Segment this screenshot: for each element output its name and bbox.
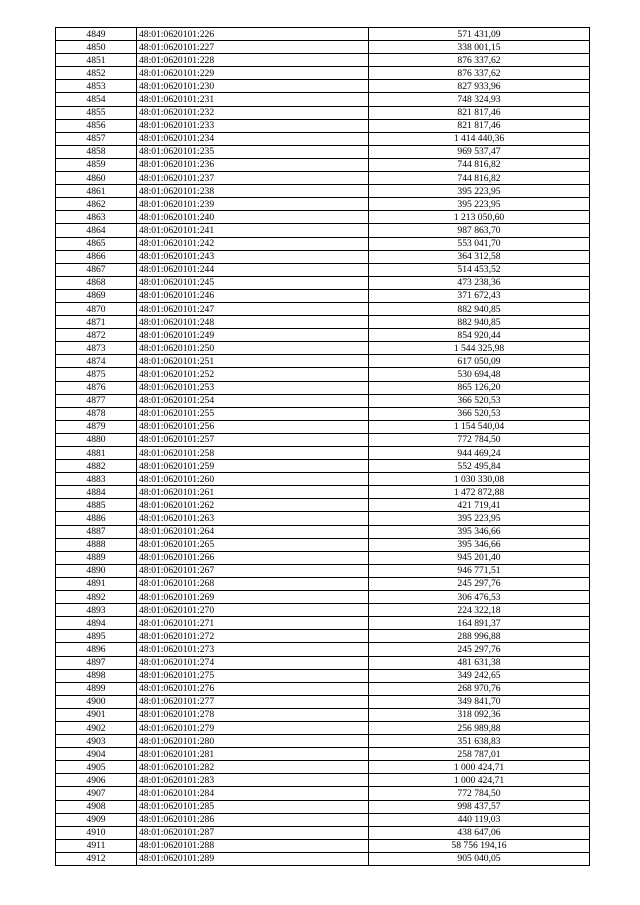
table-row xyxy=(56,93,590,106)
cadastral-number-cell: 48:01:0620101:252 xyxy=(137,368,369,381)
cadastral-value-cell: 473 238,36 xyxy=(369,276,590,289)
cadastral-number-cell: 48:01:0620101:261 xyxy=(137,486,369,499)
row-number-cell: 4879 xyxy=(56,420,137,433)
table-row xyxy=(56,355,590,368)
row-number-cell: 4861 xyxy=(56,185,137,198)
cadastral-number-cell: 48:01:0620101:275 xyxy=(137,669,369,682)
cadastral-value-cell: 987 863,70 xyxy=(369,224,590,237)
cadastral-number-cell: 48:01:0620101:262 xyxy=(137,499,369,512)
row-number-cell: 4883 xyxy=(56,473,137,486)
cadastral-number-cell: 48:01:0620101:251 xyxy=(137,355,369,368)
cadastral-number-cell: 48:01:0620101:281 xyxy=(137,748,369,761)
cadastral-value-cell: 946 771,51 xyxy=(369,564,590,577)
row-number-cell: 4893 xyxy=(56,604,137,617)
cadastral-value-cell: 744 816,82 xyxy=(369,172,590,185)
table-row xyxy=(56,839,590,852)
row-number-cell: 4899 xyxy=(56,682,137,695)
row-number-cell: 4909 xyxy=(56,813,137,826)
cadastral-number-cell: 48:01:0620101:240 xyxy=(137,211,369,224)
cadastral-number-cell: 48:01:0620101:238 xyxy=(137,185,369,198)
cadastral-value-cell: 882 940,85 xyxy=(369,302,590,315)
table-row xyxy=(56,250,590,263)
cadastral-value-cell: 318 092,36 xyxy=(369,708,590,721)
cadastral-number-cell: 48:01:0620101:279 xyxy=(137,721,369,734)
cadastral-value-table xyxy=(55,27,590,866)
row-number-cell: 4903 xyxy=(56,735,137,748)
row-number-cell: 4850 xyxy=(56,41,137,54)
cadastral-value-cell: 245 297,76 xyxy=(369,577,590,590)
table-row xyxy=(56,669,590,682)
cadastral-value-cell: 164 891,37 xyxy=(369,617,590,630)
row-number-cell: 4904 xyxy=(56,748,137,761)
cadastral-number-cell: 48:01:0620101:263 xyxy=(137,512,369,525)
cadastral-value-cell: 421 719,41 xyxy=(369,499,590,512)
row-number-cell: 4890 xyxy=(56,564,137,577)
cadastral-value-cell: 438 647,06 xyxy=(369,826,590,839)
table-row xyxy=(56,119,590,132)
row-number-cell: 4906 xyxy=(56,774,137,787)
row-number-cell: 4894 xyxy=(56,617,137,630)
cadastral-number-cell: 48:01:0620101:246 xyxy=(137,289,369,302)
cadastral-value-cell: 876 337,62 xyxy=(369,67,590,80)
table-row xyxy=(56,564,590,577)
table-row xyxy=(56,394,590,407)
row-number-cell: 4870 xyxy=(56,302,137,315)
table-row xyxy=(56,276,590,289)
cadastral-number-cell: 48:01:0620101:253 xyxy=(137,381,369,394)
table-row xyxy=(56,460,590,473)
row-number-cell: 4860 xyxy=(56,172,137,185)
row-number-cell: 4901 xyxy=(56,708,137,721)
table-row xyxy=(56,198,590,211)
table-row xyxy=(56,329,590,342)
cadastral-value-cell: 268 970,76 xyxy=(369,682,590,695)
cadastral-value-cell: 571 431,09 xyxy=(369,28,590,41)
table-row xyxy=(56,289,590,302)
row-number-cell: 4877 xyxy=(56,394,137,407)
cadastral-number-cell: 48:01:0620101:280 xyxy=(137,735,369,748)
row-number-cell: 4855 xyxy=(56,106,137,119)
cadastral-value-cell: 245 297,76 xyxy=(369,643,590,656)
cadastral-number-cell: 48:01:0620101:264 xyxy=(137,525,369,538)
row-number-cell: 4888 xyxy=(56,538,137,551)
cadastral-value-cell: 865 126,20 xyxy=(369,381,590,394)
cadastral-value-cell: 905 040,05 xyxy=(369,852,590,865)
cadastral-number-cell: 48:01:0620101:259 xyxy=(137,460,369,473)
cadastral-number-cell: 48:01:0620101:266 xyxy=(137,551,369,564)
cadastral-number-cell: 48:01:0620101:250 xyxy=(137,342,369,355)
cadastral-value-cell: 395 346,66 xyxy=(369,525,590,538)
cadastral-value-cell: 1 000 424,71 xyxy=(369,761,590,774)
row-number-cell: 4869 xyxy=(56,289,137,302)
row-number-cell: 4856 xyxy=(56,119,137,132)
row-number-cell: 4866 xyxy=(56,250,137,263)
cadastral-value-cell: 748 324,93 xyxy=(369,93,590,106)
table-row xyxy=(56,826,590,839)
table-row xyxy=(56,237,590,250)
cadastral-number-cell: 48:01:0620101:227 xyxy=(137,41,369,54)
table-row xyxy=(56,512,590,525)
cadastral-value-cell: 366 520,53 xyxy=(369,407,590,420)
cadastral-number-cell: 48:01:0620101:270 xyxy=(137,604,369,617)
row-number-cell: 4859 xyxy=(56,158,137,171)
table-row xyxy=(56,748,590,761)
cadastral-value-cell: 744 816,82 xyxy=(369,158,590,171)
cadastral-number-cell: 48:01:0620101:274 xyxy=(137,656,369,669)
table-row xyxy=(56,721,590,734)
cadastral-number-cell: 48:01:0620101:226 xyxy=(137,28,369,41)
row-number-cell: 4898 xyxy=(56,669,137,682)
cadastral-value-cell: 1 472 872,88 xyxy=(369,486,590,499)
cadastral-number-cell: 48:01:0620101:249 xyxy=(137,329,369,342)
cadastral-value-cell: 1 000 424,71 xyxy=(369,774,590,787)
row-number-cell: 4849 xyxy=(56,28,137,41)
cadastral-number-cell: 48:01:0620101:256 xyxy=(137,420,369,433)
row-number-cell: 4885 xyxy=(56,499,137,512)
cadastral-number-cell: 48:01:0620101:271 xyxy=(137,617,369,630)
row-number-cell: 4857 xyxy=(56,132,137,145)
cadastral-number-cell: 48:01:0620101:285 xyxy=(137,800,369,813)
cadastral-number-cell: 48:01:0620101:236 xyxy=(137,158,369,171)
row-number-cell: 4889 xyxy=(56,551,137,564)
cadastral-value-cell: 514 453,52 xyxy=(369,263,590,276)
cadastral-number-cell: 48:01:0620101:286 xyxy=(137,813,369,826)
table-row xyxy=(56,67,590,80)
table-row xyxy=(56,604,590,617)
cadastral-value-cell: 821 817,46 xyxy=(369,119,590,132)
table-row xyxy=(56,499,590,512)
table-row xyxy=(56,28,590,41)
table-row xyxy=(56,643,590,656)
cadastral-number-cell: 48:01:0620101:288 xyxy=(137,839,369,852)
table-row xyxy=(56,852,590,865)
table-row xyxy=(56,695,590,708)
row-number-cell: 4862 xyxy=(56,198,137,211)
cadastral-value-cell: 530 694,48 xyxy=(369,368,590,381)
table-row xyxy=(56,473,590,486)
table-row xyxy=(56,407,590,420)
cadastral-value-cell: 1 414 440,36 xyxy=(369,132,590,145)
table-row xyxy=(56,368,590,381)
row-number-cell: 4876 xyxy=(56,381,137,394)
cadastral-number-cell: 48:01:0620101:268 xyxy=(137,577,369,590)
cadastral-value-cell: 395 346,66 xyxy=(369,538,590,551)
table-row xyxy=(56,302,590,315)
cadastral-value-cell: 224 322,18 xyxy=(369,604,590,617)
cadastral-number-cell: 48:01:0620101:242 xyxy=(137,237,369,250)
cadastral-value-cell: 306 476,53 xyxy=(369,591,590,604)
cadastral-number-cell: 48:01:0620101:287 xyxy=(137,826,369,839)
table-row xyxy=(56,525,590,538)
cadastral-number-cell: 48:01:0620101:276 xyxy=(137,682,369,695)
cadastral-number-cell: 48:01:0620101:277 xyxy=(137,695,369,708)
row-number-cell: 4880 xyxy=(56,433,137,446)
cadastral-value-cell: 58 756 194,16 xyxy=(369,839,590,852)
table-row xyxy=(56,538,590,551)
cadastral-number-cell: 48:01:0620101:245 xyxy=(137,276,369,289)
cadastral-value-cell: 1 030 330,08 xyxy=(369,473,590,486)
cadastral-value-cell: 349 841,70 xyxy=(369,695,590,708)
row-number-cell: 4892 xyxy=(56,591,137,604)
cadastral-number-cell: 48:01:0620101:237 xyxy=(137,172,369,185)
cadastral-number-cell: 48:01:0620101:283 xyxy=(137,774,369,787)
cadastral-value-cell: 395 223,95 xyxy=(369,198,590,211)
table-row xyxy=(56,800,590,813)
cadastral-number-cell: 48:01:0620101:233 xyxy=(137,119,369,132)
cadastral-value-cell: 553 041,70 xyxy=(369,237,590,250)
cadastral-number-cell: 48:01:0620101:228 xyxy=(137,54,369,67)
row-number-cell: 4867 xyxy=(56,263,137,276)
table-row xyxy=(56,132,590,145)
table-row xyxy=(56,420,590,433)
table-row xyxy=(56,774,590,787)
cadastral-value-cell: 440 119,03 xyxy=(369,813,590,826)
row-number-cell: 4908 xyxy=(56,800,137,813)
cadastral-number-cell: 48:01:0620101:244 xyxy=(137,263,369,276)
cadastral-number-cell: 48:01:0620101:267 xyxy=(137,564,369,577)
cadastral-value-cell: 772 784,50 xyxy=(369,433,590,446)
row-number-cell: 4882 xyxy=(56,460,137,473)
cadastral-value-cell: 366 520,53 xyxy=(369,394,590,407)
row-number-cell: 4872 xyxy=(56,329,137,342)
table-row xyxy=(56,486,590,499)
row-number-cell: 4887 xyxy=(56,525,137,538)
table-row xyxy=(56,551,590,564)
row-number-cell: 4912 xyxy=(56,852,137,865)
table-row xyxy=(56,54,590,67)
cadastral-number-cell: 48:01:0620101:265 xyxy=(137,538,369,551)
row-number-cell: 4900 xyxy=(56,695,137,708)
table-row xyxy=(56,342,590,355)
cadastral-value-cell: 338 001,15 xyxy=(369,41,590,54)
row-number-cell: 4884 xyxy=(56,486,137,499)
cadastral-value-cell: 772 784,50 xyxy=(369,787,590,800)
cadastral-value-cell: 481 631,38 xyxy=(369,656,590,669)
row-number-cell: 4853 xyxy=(56,80,137,93)
table-row xyxy=(56,433,590,446)
cadastral-value-cell: 827 933,96 xyxy=(369,80,590,93)
cadastral-number-cell: 48:01:0620101:230 xyxy=(137,80,369,93)
table-row xyxy=(56,41,590,54)
cadastral-value-cell: 854 920,44 xyxy=(369,329,590,342)
row-number-cell: 4871 xyxy=(56,316,137,329)
table-row xyxy=(56,145,590,158)
cadastral-value-cell: 821 817,46 xyxy=(369,106,590,119)
row-number-cell: 4864 xyxy=(56,224,137,237)
cadastral-value-cell: 364 312,58 xyxy=(369,250,590,263)
row-number-cell: 4907 xyxy=(56,787,137,800)
cadastral-value-cell: 371 672,43 xyxy=(369,289,590,302)
table-row xyxy=(56,617,590,630)
cadastral-number-cell: 48:01:0620101:231 xyxy=(137,93,369,106)
cadastral-number-cell: 48:01:0620101:232 xyxy=(137,106,369,119)
table-row xyxy=(56,224,590,237)
table-row xyxy=(56,211,590,224)
table-row xyxy=(56,381,590,394)
table-row xyxy=(56,656,590,669)
cadastral-value-cell: 395 223,95 xyxy=(369,185,590,198)
table-row xyxy=(56,80,590,93)
row-number-cell: 4868 xyxy=(56,276,137,289)
cadastral-value-cell: 882 940,85 xyxy=(369,316,590,329)
row-number-cell: 4878 xyxy=(56,407,137,420)
cadastral-value-cell: 617 050,09 xyxy=(369,355,590,368)
cadastral-number-cell: 48:01:0620101:248 xyxy=(137,316,369,329)
cadastral-value-cell: 349 242,65 xyxy=(369,669,590,682)
cadastral-number-cell: 48:01:0620101:284 xyxy=(137,787,369,800)
cadastral-value-cell: 969 537,47 xyxy=(369,145,590,158)
cadastral-number-cell: 48:01:0620101:235 xyxy=(137,145,369,158)
row-number-cell: 4858 xyxy=(56,145,137,158)
cadastral-number-cell: 48:01:0620101:241 xyxy=(137,224,369,237)
row-number-cell: 4865 xyxy=(56,237,137,250)
row-number-cell: 4905 xyxy=(56,761,137,774)
row-number-cell: 4895 xyxy=(56,630,137,643)
row-number-cell: 4886 xyxy=(56,512,137,525)
table-row xyxy=(56,577,590,590)
row-number-cell: 4852 xyxy=(56,67,137,80)
row-number-cell: 4897 xyxy=(56,656,137,669)
table-row xyxy=(56,682,590,695)
cadastral-number-cell: 48:01:0620101:229 xyxy=(137,67,369,80)
table-row xyxy=(56,735,590,748)
cadastral-number-cell: 48:01:0620101:255 xyxy=(137,407,369,420)
table-row xyxy=(56,316,590,329)
cadastral-value-cell: 288 996,88 xyxy=(369,630,590,643)
table-row xyxy=(56,447,590,460)
cadastral-value-cell: 945 201,40 xyxy=(369,551,590,564)
table-row xyxy=(56,708,590,721)
cadastral-value-cell: 1 213 050,60 xyxy=(369,211,590,224)
cadastral-value-cell: 258 787,01 xyxy=(369,748,590,761)
row-number-cell: 4854 xyxy=(56,93,137,106)
table-row xyxy=(56,263,590,276)
row-number-cell: 4881 xyxy=(56,447,137,460)
cadastral-number-cell: 48:01:0620101:278 xyxy=(137,708,369,721)
row-number-cell: 4902 xyxy=(56,721,137,734)
cadastral-number-cell: 48:01:0620101:247 xyxy=(137,302,369,315)
cadastral-value-cell: 395 223,95 xyxy=(369,512,590,525)
row-number-cell: 4911 xyxy=(56,839,137,852)
cadastral-value-cell: 552 495,84 xyxy=(369,460,590,473)
cadastral-value-cell: 351 638,83 xyxy=(369,735,590,748)
table-row xyxy=(56,761,590,774)
table-row xyxy=(56,172,590,185)
cadastral-number-cell: 48:01:0620101:282 xyxy=(137,761,369,774)
table-row xyxy=(56,630,590,643)
cadastral-value-cell: 1 154 540,04 xyxy=(369,420,590,433)
row-number-cell: 4874 xyxy=(56,355,137,368)
cadastral-number-cell: 48:01:0620101:234 xyxy=(137,132,369,145)
row-number-cell: 4910 xyxy=(56,826,137,839)
cadastral-value-cell: 998 437,57 xyxy=(369,800,590,813)
cadastral-number-cell: 48:01:0620101:272 xyxy=(137,630,369,643)
cadastral-value-cell: 1 544 325,98 xyxy=(369,342,590,355)
row-number-cell: 4896 xyxy=(56,643,137,656)
table-row xyxy=(56,813,590,826)
cadastral-value-cell: 876 337,62 xyxy=(369,54,590,67)
table-row xyxy=(56,591,590,604)
row-number-cell: 4863 xyxy=(56,211,137,224)
row-number-cell: 4891 xyxy=(56,577,137,590)
cadastral-number-cell: 48:01:0620101:258 xyxy=(137,447,369,460)
row-number-cell: 4851 xyxy=(56,54,137,67)
table-row xyxy=(56,158,590,171)
cadastral-number-cell: 48:01:0620101:260 xyxy=(137,473,369,486)
table-row xyxy=(56,185,590,198)
cadastral-value-cell: 256 989,88 xyxy=(369,721,590,734)
cadastral-number-cell: 48:01:0620101:243 xyxy=(137,250,369,263)
table-row xyxy=(56,787,590,800)
cadastral-number-cell: 48:01:0620101:257 xyxy=(137,433,369,446)
cadastral-number-cell: 48:01:0620101:289 xyxy=(137,852,369,865)
table-body xyxy=(56,28,590,866)
cadastral-number-cell: 48:01:0620101:254 xyxy=(137,394,369,407)
cadastral-number-cell: 48:01:0620101:269 xyxy=(137,591,369,604)
cadastral-value-cell: 944 469,24 xyxy=(369,447,590,460)
cadastral-number-cell: 48:01:0620101:239 xyxy=(137,198,369,211)
cadastral-number-cell: 48:01:0620101:273 xyxy=(137,643,369,656)
row-number-cell: 4875 xyxy=(56,368,137,381)
row-number-cell: 4873 xyxy=(56,342,137,355)
table-row xyxy=(56,106,590,119)
